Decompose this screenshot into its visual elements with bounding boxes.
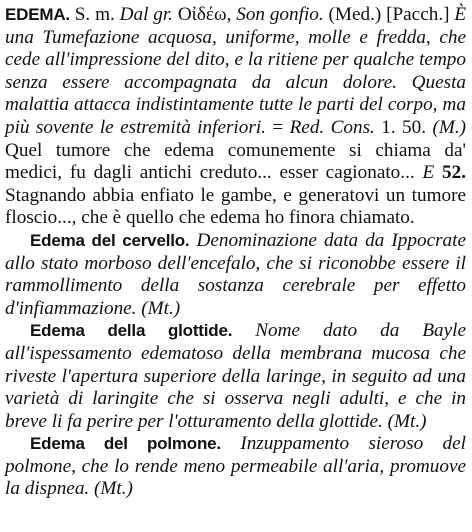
greek-etymon: Οἰδέω, — [177, 4, 232, 25]
subentry-definition: Nome dato da Bayle all'ispessamento edematoso della membrana mucosa che riveste l'apertura superiore della laringe, in seguito ad una varietà di laringite che si osserva negli adulti, e che in breve li fa perire per l'otturamento della glottide. — [5, 320, 466, 432]
citation-1-text: Quel tumore che edema comunemente si chiama da' medici, fu dagli antichi creduto... esser cagionato... — [5, 139, 466, 184]
subentry-edema-cervello — [5, 230, 466, 320]
etymology-gloss: Son gonfio. — [236, 4, 324, 25]
source-label: [Pacch.] — [386, 4, 450, 25]
subentry-tag: (Mt.) — [94, 478, 133, 500]
subentry-definition: Denominazione data da Ippocrate allo stato morboso dell'encefalo, che si riconobbe essere il rammollimento della sostanza cerebrale per effetto d'infiammazione. — [5, 229, 466, 319]
subentry-definition: Inzuppamento sieroso del polmone, che lo rende meno permeabile all'aria, promuove la dispnea. — [5, 433, 467, 500]
definition-text: È una Tumefazione acquosa, uniforme, molle e fredda, che cede all'impressione del dito, e la ritiene per qualche tempo senza essere accompagnata da alcun dolore. Questa malattia attacca indistintamente tutte le parti del corpo, ma più sovente le estremità inferiori. — [5, 4, 467, 138]
subentry-tag: (Mt.) — [141, 297, 181, 319]
subentry-term: Edema del polmone. — [30, 434, 221, 454]
equals-sign: = — [265, 116, 290, 138]
citation-1-location: 1. 50. — [381, 116, 427, 138]
etymology-intro: Dal gr. — [119, 4, 173, 25]
subentry-edema-polmone — [5, 433, 466, 501]
citation-2-text: Stagnando abbia enfiato le gambe, e generatovi un tumore floscio..., che è quello che edema ho finora chiamato. — [5, 184, 466, 229]
citation-2-number: 52. — [442, 162, 467, 184]
subentry-edema-glottide — [5, 320, 466, 433]
part-of-speech: S. m. — [74, 4, 115, 25]
field-label: (Med.) — [328, 4, 382, 25]
subentry-term: Edema della glottide. — [30, 321, 233, 341]
subentry-tag: (Mt.) — [387, 410, 427, 432]
citation-1-tag: (M.) — [432, 116, 467, 138]
citation-2-reference: E — [422, 162, 435, 184]
headword: EDEMA. — [5, 5, 70, 24]
main-entry-edema — [5, 4, 466, 230]
subentry-term: Edema del cervello. — [30, 230, 190, 250]
citation-1-reference: Red. Cons. — [289, 116, 375, 138]
